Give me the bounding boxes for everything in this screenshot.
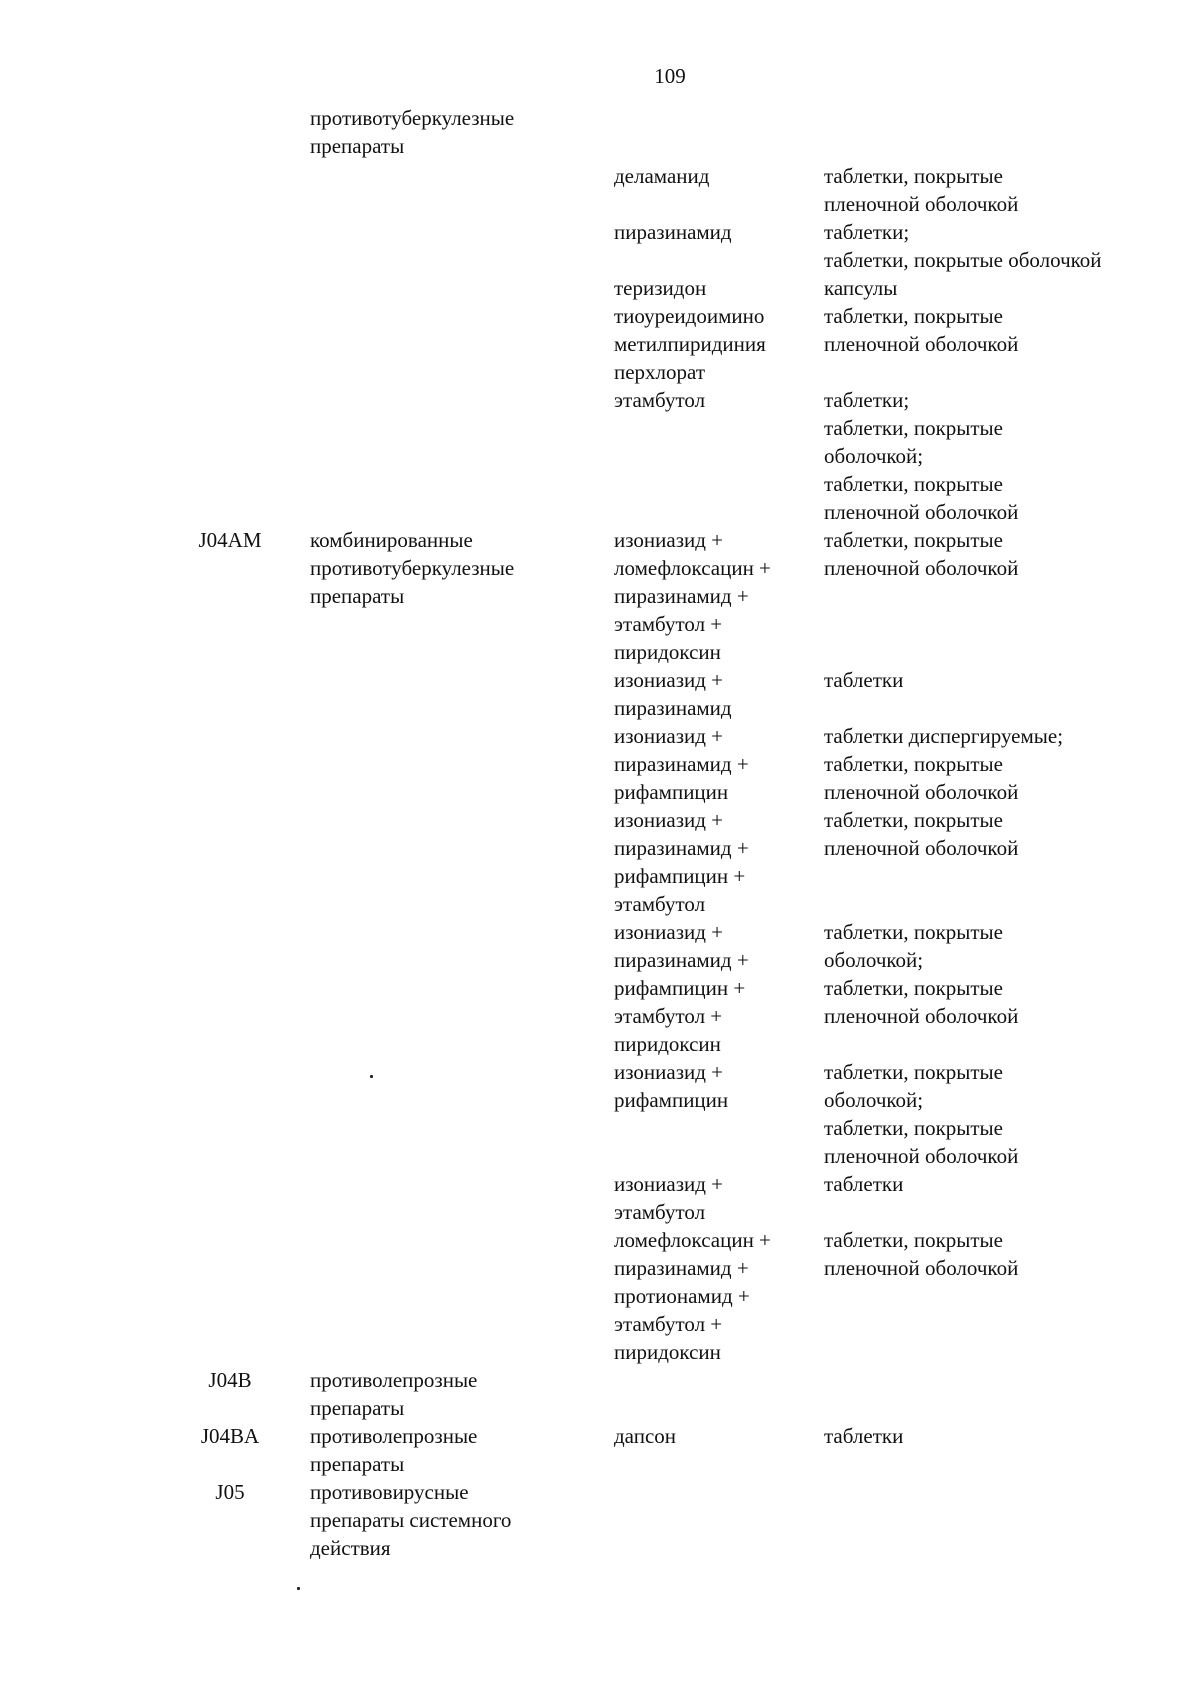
drug-name: ломефлоксацин + пиразинамид + протионамид + этамбутол + пиридоксин: [614, 1228, 771, 1364]
drug-name: изониазид + пиразинамид: [614, 668, 732, 720]
drug-name: изониазид + пиразинамид + рифампицин + этамбутол: [614, 808, 749, 916]
dosage-form: таблетки, покрытые пленочной оболочкой: [824, 304, 1019, 356]
drug-name: теризидон: [614, 276, 707, 300]
atc-code: J04B: [208, 1368, 252, 1392]
group-name: противолепрозные препараты: [310, 1424, 478, 1476]
dosage-form: таблетки, покрытые пленочной оболочкой: [824, 1228, 1019, 1280]
dosage-form: таблетки, покрытые пленочной оболочкой: [824, 808, 1019, 860]
group-name: комбинированные противотуберкулезные препараты: [310, 528, 515, 608]
dosage-form: таблетки диспергируемые; таблетки, покрытые пленочной оболочкой: [824, 724, 1064, 804]
atc-code: J04BA: [200, 1424, 260, 1448]
dosage-form: таблетки, покрытые пленочной оболочкой: [824, 528, 1019, 580]
dosage-form: таблетки, покрытые оболочкой; таблетки, покрытые пленочной оболочкой: [824, 1060, 1019, 1168]
atc-code: J04AM: [198, 528, 262, 552]
atc-code: J05: [215, 1480, 245, 1504]
dosage-form: таблетки, покрытые оболочкой; таблетки, покрытые пленочной оболочкой: [824, 920, 1019, 1028]
drug-name: дапсон: [614, 1424, 677, 1448]
scan-speck: [370, 1075, 373, 1078]
page-number: 109: [654, 64, 686, 88]
drug-name: изониазид + пиразинамид + рифампицин + этамбутол + пиридоксин: [614, 920, 749, 1056]
drug-name: изониазид + этамбутол: [614, 1172, 724, 1224]
group-name: противолепрозные препараты: [310, 1368, 478, 1420]
dosage-form: таблетки, покрытые пленочной оболочкой: [824, 164, 1019, 216]
drug-name: пиразинамид: [614, 220, 732, 244]
dosage-form: таблетки: [824, 1424, 904, 1448]
dosage-form: капсулы: [824, 276, 898, 300]
dosage-form: таблетки: [824, 668, 904, 692]
drug-name: изониазид + рифампицин: [614, 1060, 729, 1112]
drug-name: деламанид: [614, 164, 710, 188]
scan-speck: [297, 1587, 300, 1590]
drug-name: этамбутол: [614, 388, 706, 412]
drug-name: изониазид + пиразинамид + рифампицин: [614, 724, 749, 804]
group-name: противовирусные препараты системного действия: [310, 1480, 512, 1560]
dosage-form: таблетки: [824, 1172, 904, 1196]
dosage-form: таблетки; таблетки, покрытые оболочкой; таблетки, покрытые пленочной оболочкой: [824, 388, 1019, 524]
drug-name: тиоуреидоимино метилпиридиния перхлорат: [614, 304, 766, 384]
group-name: противотуберкулезные препараты: [310, 106, 515, 158]
drug-name: изониазид + ломефлоксацин + пиразинамид + этамбутол + пиридоксин: [614, 528, 771, 664]
dosage-form: таблетки; таблетки, покрытые оболочкой: [824, 220, 1102, 272]
